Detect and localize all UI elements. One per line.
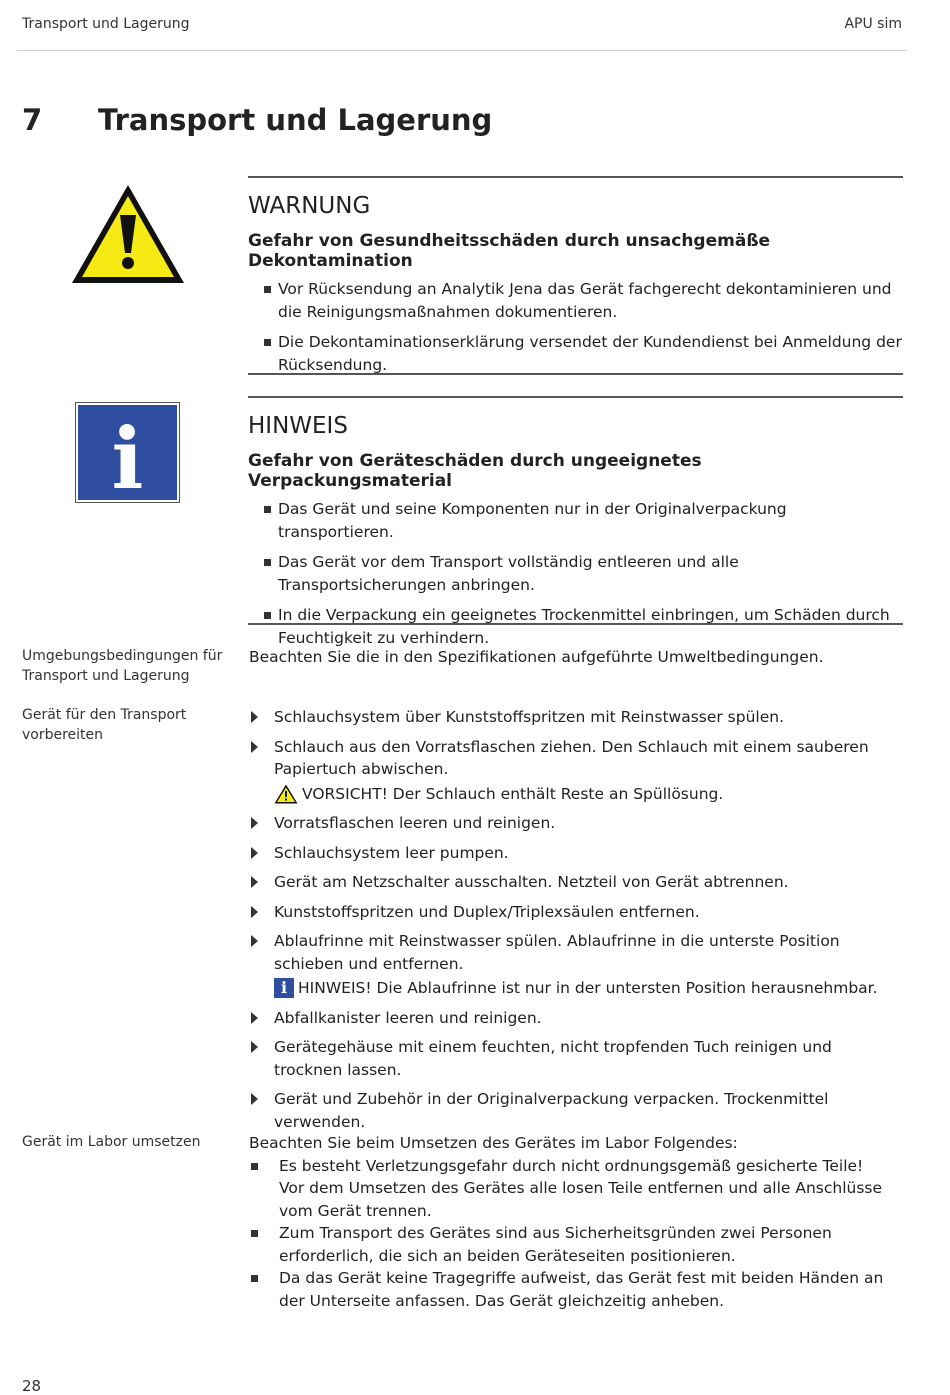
arrow-right-icon bbox=[251, 1012, 258, 1024]
arrow-right-icon bbox=[251, 906, 258, 918]
arrow-right-icon bbox=[251, 1093, 258, 1105]
step-text: Ablaufrinne mit Reinstwasser spülen. Ablaufrinne in die unterste Position schieben und entfernen. bbox=[274, 932, 840, 973]
step-item bbox=[249, 871, 904, 894]
warning-triangle-icon bbox=[68, 181, 188, 287]
notice-box bbox=[248, 396, 903, 647]
list-item: Vor Rücksendung an Analytik Jena das Gerät fachgerecht dekontaminieren und die Reinigungsmaßnahmen dokumentieren. bbox=[248, 278, 903, 324]
list-item: Da das Gerät keine Tragegriffe aufweist, das Gerät fest mit beiden Händen an der Unterseite anfassen. Das Gerät gleichzeitig anheben. bbox=[249, 1267, 904, 1312]
step-item bbox=[249, 1088, 904, 1133]
warning-subtitle: Gefahr von Gesundheitsschäden durch unsachgemäße Dekontamination bbox=[248, 231, 771, 271]
step-text: Kunststoffspritzen und Duplex/Triplexsäulen entfernen. bbox=[274, 902, 700, 921]
step-text: Schlauchsystem über Kunststoffspritzen mit Reinstwasser spülen. bbox=[274, 708, 785, 726]
step-text: Gerät und Zubehör in der Originalverpackung verpacken. Trockenmittel verwenden. bbox=[274, 1090, 829, 1131]
step-item bbox=[249, 1036, 904, 1081]
list-item bbox=[249, 1155, 904, 1223]
prepare-steps bbox=[249, 706, 904, 1140]
step-item bbox=[249, 842, 904, 865]
warning-label: WARNUNG bbox=[248, 193, 371, 219]
chapter-title: Transport und Lagerung bbox=[98, 103, 493, 137]
side-heading-prepare: Gerät für den Transport vorbereiten bbox=[22, 707, 187, 743]
step-item bbox=[249, 930, 904, 1000]
list-item-text: Es besteht Verletzungsgefahr durch nicht ordnungsgemäß gesicherte Teile! bbox=[279, 1156, 864, 1175]
caution-text: VORSICHT! Der Schlauch enthält Reste an Spüllösung. bbox=[302, 784, 724, 803]
arrow-right-icon bbox=[251, 847, 258, 859]
list-item: Zum Transport des Gerätes sind aus Sicherheitsgründen zwei Personen erforderlich, die sich an beiden Geräteseiten positionieren. bbox=[249, 1222, 904, 1267]
warning-list bbox=[248, 278, 903, 377]
arrow-right-icon bbox=[251, 711, 258, 723]
caution-note bbox=[274, 783, 904, 806]
list-item: Das Gerät vor dem Transport vollständig entleeren und alle Transportsicherungen anbringen. bbox=[248, 551, 903, 597]
header-divider bbox=[17, 50, 907, 51]
step-item bbox=[249, 736, 904, 806]
step-text: Vorratsflaschen leeren und reinigen. bbox=[274, 814, 556, 832]
step-text: Schlauchsystem leer pumpen. bbox=[274, 843, 509, 862]
list-item: In die Verpackung ein geeignetes Trockenmittel einbringen, um Schäden durch Feuchtigkeit zu verhindern. bbox=[248, 604, 903, 650]
arrow-right-icon bbox=[251, 935, 258, 947]
step-text: Gerät am Netzschalter ausschalten. Netzteil von Gerät abtrennen. bbox=[274, 873, 789, 891]
arrow-right-icon bbox=[251, 817, 258, 829]
step-item bbox=[249, 901, 904, 924]
notice-list bbox=[248, 498, 903, 650]
move-section bbox=[249, 1132, 904, 1312]
chapter-number: 7 bbox=[22, 103, 43, 137]
step-text: Abfallkanister leeren und reinigen. bbox=[274, 1008, 542, 1027]
info-icon bbox=[75, 402, 180, 503]
arrow-right-icon bbox=[251, 876, 258, 888]
step-item bbox=[249, 706, 904, 729]
step-text: Schlauch aus den Vorratsflaschen ziehen. Den Schlauch mit einem sauberen Papiertuch abwischen. bbox=[274, 737, 869, 778]
notice-subtitle: Gefahr von Geräteschäden durch ungeeignetes Verpackungsmaterial bbox=[248, 451, 702, 491]
warning-box bbox=[248, 176, 903, 375]
arrow-right-icon bbox=[251, 1041, 258, 1053]
side-heading-environment: Umgebungsbedingungen für Transport und Lagerung bbox=[22, 648, 223, 684]
step-item bbox=[249, 1007, 904, 1030]
page-number: 28 bbox=[22, 1377, 42, 1395]
list-item-extra: Vor dem Umsetzen des Gerätes alle losen Teile entfernen und alle Anschlüsse vom Gerät trennen. bbox=[279, 1179, 883, 1220]
notice-label: HINWEIS bbox=[248, 413, 348, 439]
environment-text: Beachten Sie die in den Spezifikationen aufgeführte Umweltbedingungen. bbox=[249, 648, 824, 666]
list-item: Das Gerät und seine Komponenten nur in der Originalverpackung transportieren. bbox=[248, 498, 903, 544]
svg-text:i: i bbox=[111, 409, 144, 503]
hint-text: HINWEIS! Die Ablaufrinne ist nur in der untersten Position herausnehmbar. bbox=[298, 979, 878, 997]
running-header-left: Transport und Lagerung bbox=[22, 16, 190, 32]
move-intro: Beachten Sie beim Umsetzen des Gerätes im Labor Folgendes: bbox=[249, 1134, 738, 1152]
move-list bbox=[249, 1155, 904, 1313]
hint-note bbox=[274, 977, 904, 1000]
arrow-right-icon bbox=[251, 741, 258, 753]
chapter-heading bbox=[22, 103, 492, 137]
list-item: Die Dekontaminationserklärung versendet der Kundendienst bei Anmeldung der Rücksendung. bbox=[248, 331, 903, 377]
side-heading-move: Gerät im Labor umsetzen bbox=[22, 1134, 201, 1150]
step-text: Gerätegehäuse mit einem feuchten, nicht tropfenden Tuch reinigen und trocknen lassen. bbox=[274, 1038, 832, 1079]
info-icon: i bbox=[274, 978, 294, 998]
step-item bbox=[249, 812, 904, 835]
warning-icon bbox=[274, 784, 298, 804]
running-header-right: APU sim bbox=[844, 16, 902, 32]
